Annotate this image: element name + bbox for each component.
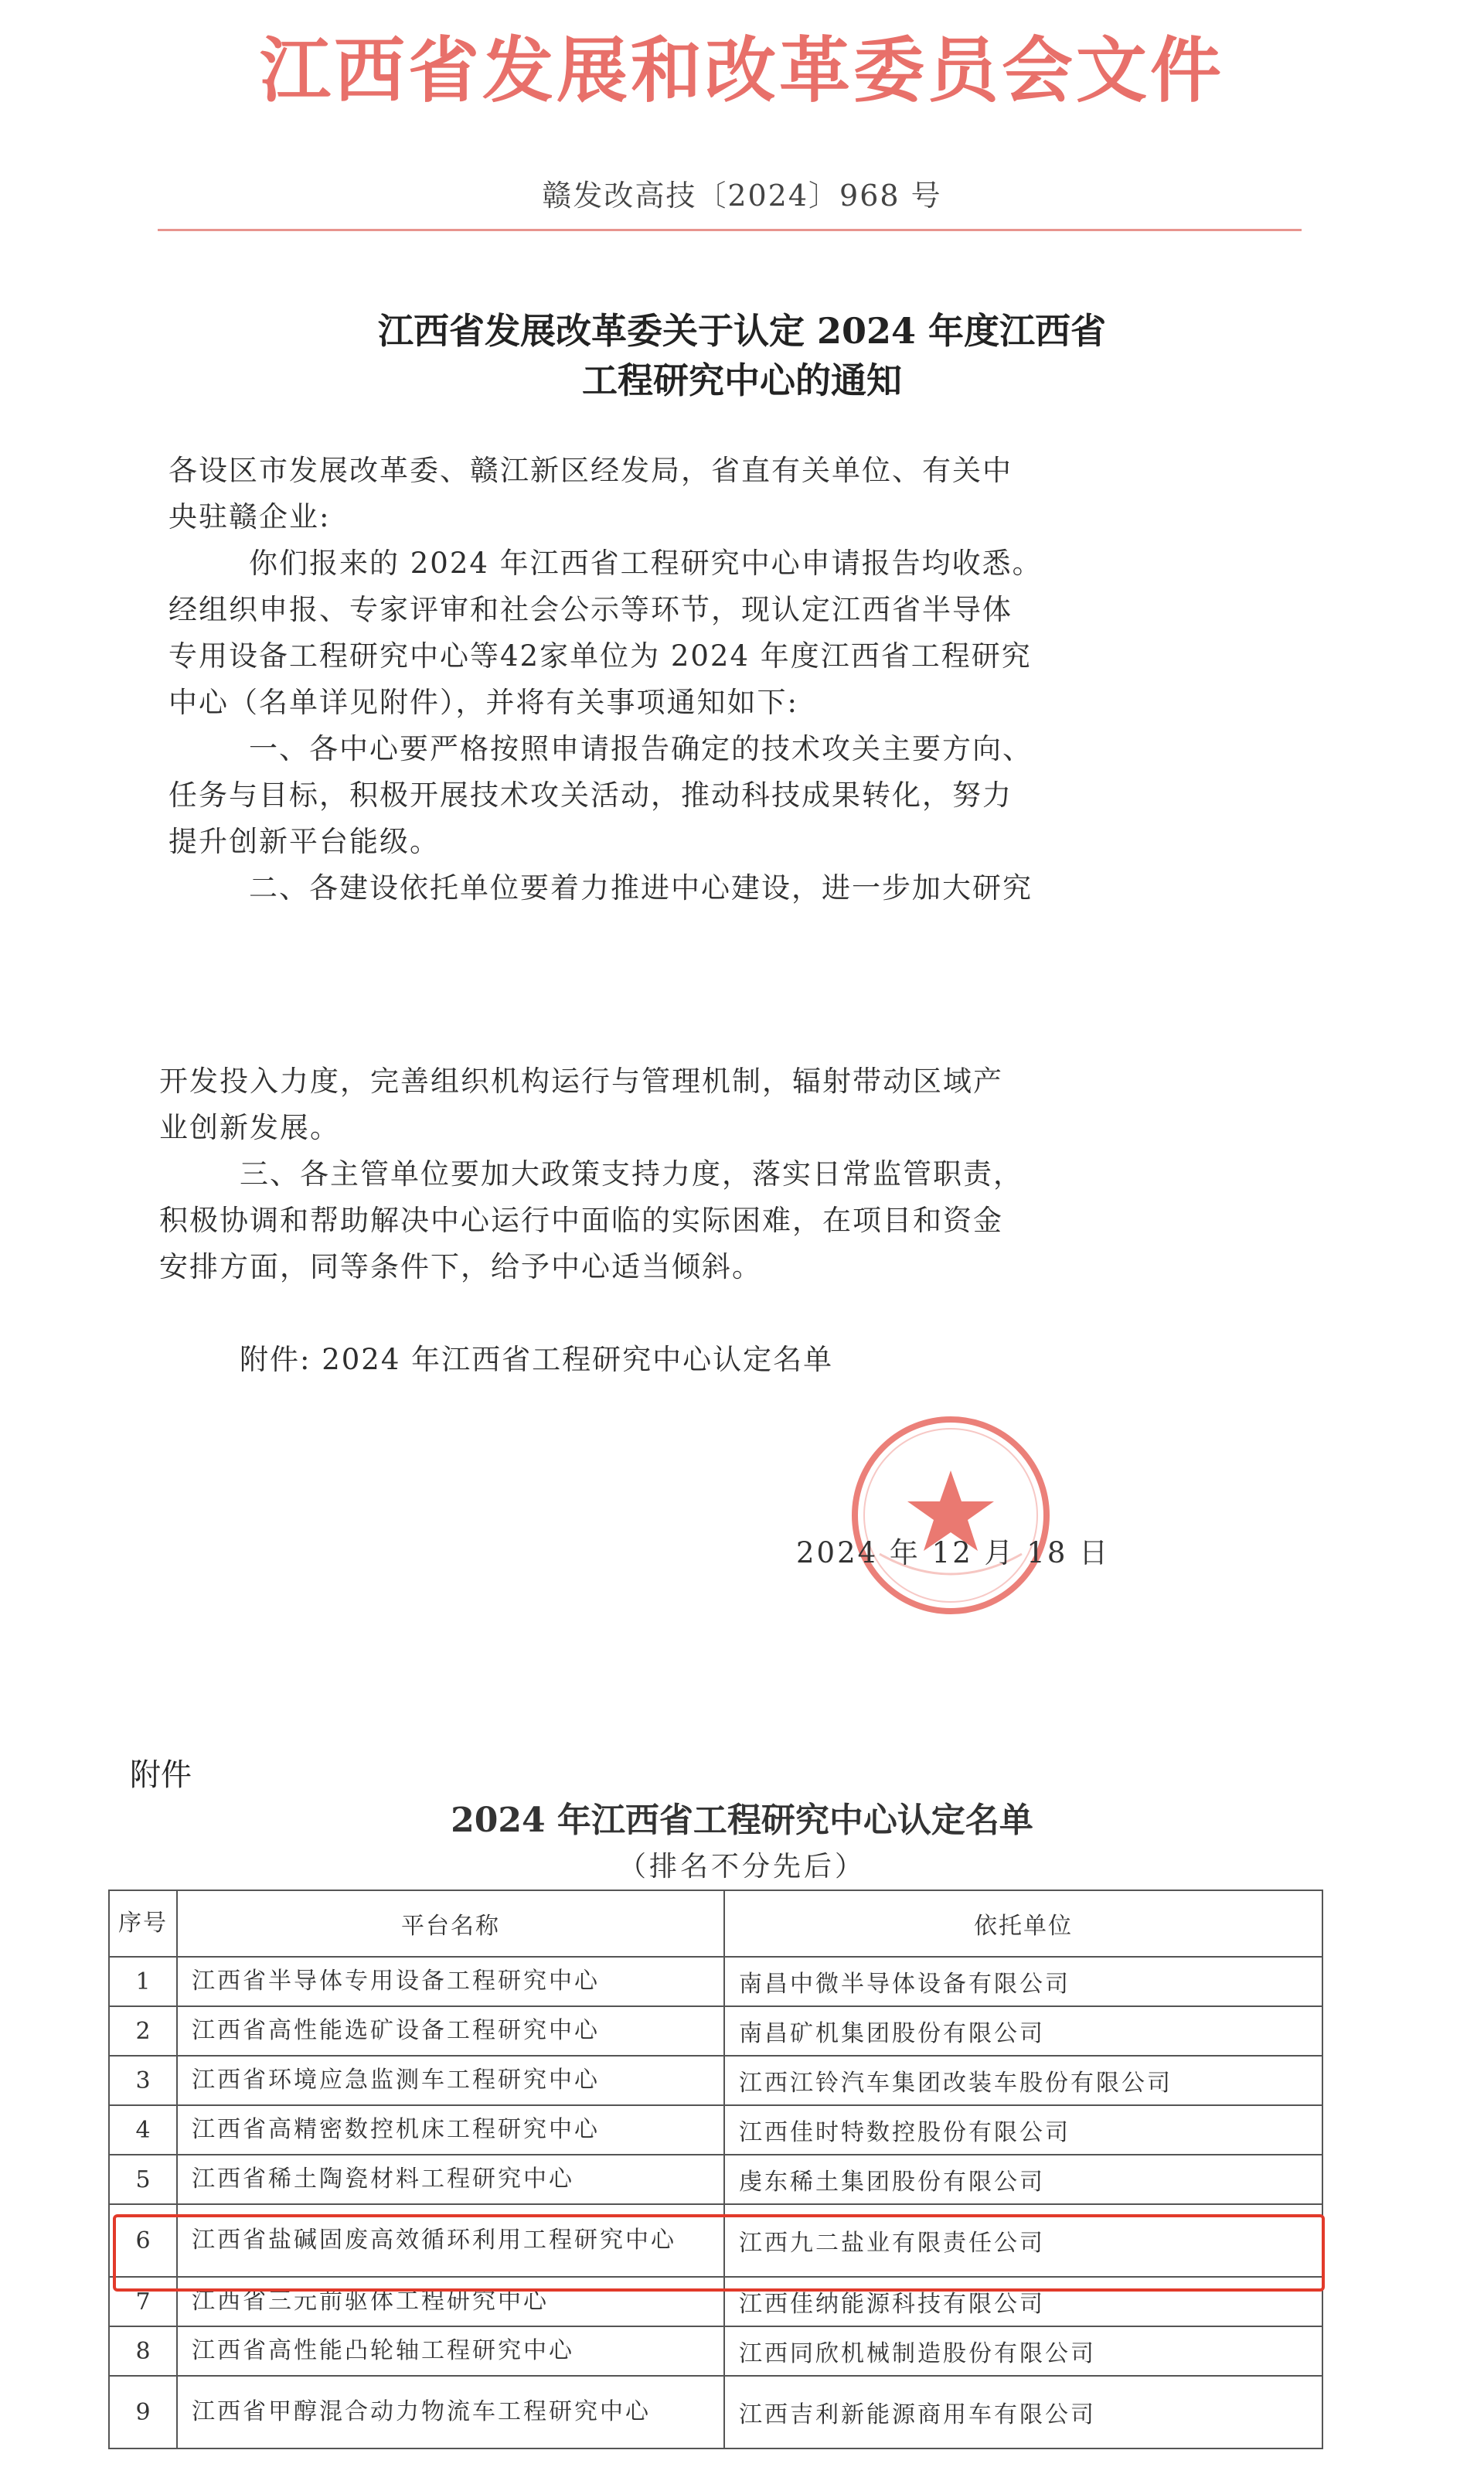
attachment-reference: 附件: 2024 年江西省工程研究中心认定名单 (240, 1343, 834, 1376)
platform-name: 江西省稀土陶瓷材料工程研究中心 (177, 2155, 724, 2204)
attachment-title: 2024 年江西省工程研究中心认定名单 (451, 1801, 1033, 1840)
row-number: 5 (109, 2155, 177, 2204)
body-line: 任务与目标，积极开展技术攻关活动，推动科技成果转化，努力 (168, 779, 1013, 812)
host-unit: 江西吉利新能源商用车有限公司 (724, 2376, 1322, 2448)
table-row (109, 2376, 1322, 2448)
body-line: 专用设备工程研究中心等42家单位为 2024 年度江西省工程研究 (168, 639, 1032, 673)
host-unit: 江西佳纳能源科技有限公司 (724, 2277, 1322, 2326)
body-line: 央驻赣企业: (168, 500, 331, 533)
platform-name: 江西省高性能凸轮轴工程研究中心 (177, 2326, 724, 2376)
body-line: 积极协调和帮助解决中心运行中面临的实际困难，在项目和资金 (159, 1204, 1003, 1237)
platform-name: 江西省高性能选矿设备工程研究中心 (177, 2006, 724, 2056)
host-unit: 江西同欣机械制造股份有限公司 (724, 2326, 1322, 2376)
host-unit: 虔东稀土集团股份有限公司 (724, 2155, 1322, 2204)
issue-date: 2024 年 12 月 18 日 (796, 1536, 1111, 1569)
table-header-row (109, 1890, 1322, 1957)
document-number: 赣发改高技〔2024〕968 号 (542, 179, 942, 213)
body-line: 你们报来的 2024 年江西省工程研究中心申请报告均收悉。 (249, 547, 1043, 580)
platform-name: 江西省半导体专用设备工程研究中心 (177, 1957, 724, 2006)
notice-title-line-1: 江西省发展改革委关于认定 2024 年度江西省 (377, 310, 1107, 352)
host-unit: 江西江铃汽车集团改装车股份有限公司 (724, 2056, 1322, 2105)
org-header-title: 江西省发展和改革委员会文件 (259, 29, 1224, 112)
table-row (109, 2105, 1322, 2155)
platform-name: 江西省甲醇混合动力物流车工程研究中心 (177, 2376, 724, 2448)
row-number: 8 (109, 2326, 177, 2376)
red-divider-line (158, 229, 1302, 231)
attachment-subtitle: （排名不分先后） (618, 1851, 866, 1883)
header-platform: 平台名称 (177, 1890, 724, 1957)
attachment-label: 附件 (130, 1757, 192, 1793)
platform-name: 江西省高精密数控机床工程研究中心 (177, 2105, 724, 2155)
table-row (109, 1957, 1322, 2006)
body-line: 经组织申报、专家评审和社会公示等环节，现认定江西省半导体 (168, 593, 1013, 626)
host-unit: 江西九二盐业有限责任公司 (724, 2204, 1322, 2277)
table-row (109, 2155, 1322, 2204)
header-no: 序号 (109, 1890, 177, 1957)
row-number: 1 (109, 1957, 177, 2006)
row-number: 3 (109, 2056, 177, 2105)
table-row (109, 2056, 1322, 2105)
body-line: 提升创新平台能级。 (168, 825, 440, 858)
row-highlight-box (113, 2214, 1325, 2292)
host-unit: 南昌矿机集团股份有限公司 (724, 2006, 1322, 2056)
platform-name: 江西省环境应急监测车工程研究中心 (177, 2056, 724, 2105)
row-number: 4 (109, 2105, 177, 2155)
body-line: 开发投入力度，完善组织机构运行与管理机制，辐射带动区域产 (159, 1065, 1003, 1098)
header-unit: 依托单位 (724, 1890, 1322, 1957)
body-line: 一、各中心要严格按照申请报告确定的技术攻关主要方向、 (249, 732, 1033, 765)
engineering-center-table (108, 1890, 1323, 2449)
official-seal-icon (796, 1415, 1105, 1616)
platform-name: 江西省盐碱固废高效循环利用工程研究中心 (177, 2204, 724, 2277)
body-line: 三、各主管单位要加大政策支持力度，落实日常监管职责， (240, 1157, 1023, 1191)
row-number: 9 (109, 2376, 177, 2448)
host-unit: 江西佳时特数控股份有限公司 (724, 2105, 1322, 2155)
body-line: 业创新发展。 (159, 1111, 340, 1144)
row-number: 2 (109, 2006, 177, 2056)
host-unit: 南昌中微半导体设备有限公司 (724, 1957, 1322, 2006)
body-line: 二、各建设依托单位要着力推进中心建设，进一步加大研究 (249, 871, 1033, 905)
table-row (109, 2006, 1322, 2056)
row-number: 6 (109, 2204, 177, 2277)
platform-name: 江西省三元前驱体工程研究中心 (177, 2277, 724, 2326)
body-line: 各设区市发展改革委、赣江新区经发局，省直有关单位、有关中 (168, 454, 1013, 487)
body-line: 中心（名单详见附件），并将有关事项通知如下: (168, 686, 798, 719)
body-line: 安排方面，同等条件下，给予中心适当倾斜。 (159, 1250, 762, 1283)
table-row (109, 2326, 1322, 2376)
notice-title-line-2: 工程研究中心的通知 (582, 360, 902, 401)
row-number: 7 (109, 2277, 177, 2326)
